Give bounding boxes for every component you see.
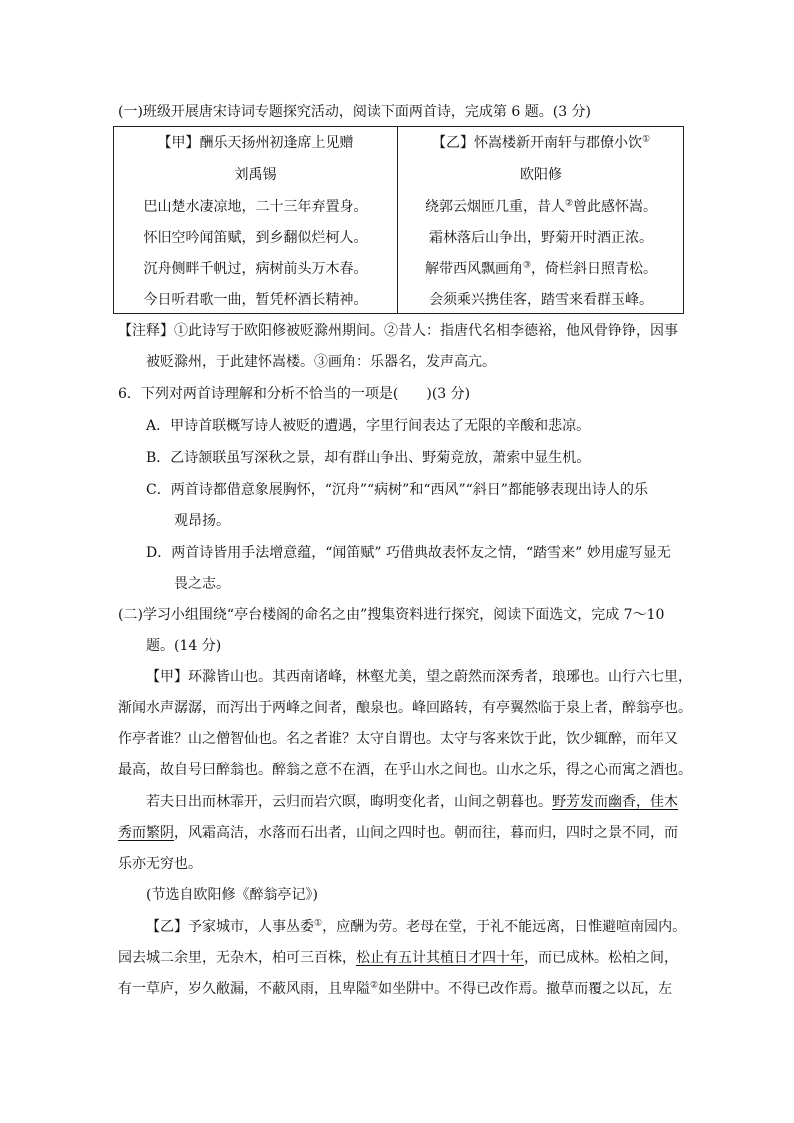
section2-intro: (二)学习小组围绕“亭台楼阁的命名之由”搜集资料进行探究，阅读下面选文，完成 7～10 [118,607,665,623]
poem-yi-title-text: 【乙】怀嵩楼新开南轩与郡僚小饮 [431,135,642,151]
poem-yi-line [398,197,684,217]
passage-text: 有一草庐，岁久敝漏，不蔽风雨，且卑隘 [118,981,370,997]
passage-text: ，而已成林。松柏之间， [524,950,678,966]
footnote-marker: ③ [522,260,532,271]
q6-option-d-cont: 畏之志。 [174,576,230,592]
poem-yi-line: 霜林落后山争出，野菊开时酒正浓。 [429,230,653,246]
passage-text: ，应酬为劳。老母在堂，于礼不能远离，日惟避喧南园内。 [322,919,687,935]
footnote-marker: ② [564,198,574,209]
passage-jia-line [118,823,678,843]
q6-option-b[interactable]: B．乙诗颔联虽写深秋之景，却有群山争出、野菊竞放，萧索中显生机。 [146,450,591,466]
poem-jia-line: 怀旧空吟闻笛赋，到乡翻似烂柯人。 [143,230,368,246]
passage-text: 若夫日出而林霏开，云归而岩穴暝，晦明变化者，山间之朝暮也。 [146,794,552,810]
poem-yi-line3-part: ，倚栏斜日照青松。 [531,261,658,277]
notes-line: 【注释】①此诗写于欧阳修被贬滁州期间。②昔人：指唐代名相李德裕，他风骨铮铮，因事 [118,323,678,339]
poem-yi-line3-part: 解带西风飘画角 [424,261,523,277]
passage-jia-line: 渐闻水声潺潺，而泻出于两峰之间者，酿泉也。峰回路转，有亭翼然临于泉上者，醉翁亭也。 [118,700,692,716]
q6-option-a[interactable]: A．甲诗首联概写诗人被贬的遭遇，字里行间表达了无限的辛酸和悲凉。 [146,418,591,434]
underlined-sentence: 秀而繁阴 [118,825,174,841]
passage-jia-line: 乐亦无穷也。 [118,856,202,872]
passage-yi-line [118,948,678,968]
poem-yi-author: 欧阳修 [520,167,562,183]
poem-comparison-table [113,126,684,314]
poem-yi-line1-part: 绕郭云烟匝几重，昔人 [424,199,565,215]
poem-jia-author: 刘禹锡 [234,167,277,183]
passage-jia-source: (节选自欧阳修《醉翁亭记》) [146,887,318,903]
q6-option-c-cont: 观昂扬。 [174,513,230,529]
section1-intro: (一)班级开展唐宋诗词专题探究活动，阅读下面两首诗，完成第 6 题。(3 分) [118,104,592,120]
q6-option-d[interactable]: D．两首诗皆用手法增意蕴，“闻笛赋” 巧借典故表怀友之情，“踏雪来” 妙用虚写显无 [146,545,671,561]
poem-yi-line: 会须乘兴携佳客，踏雪来看群玉峰。 [429,292,653,308]
passage-text: 如坐阱中。不得已改作焉。撤草而覆之以瓦，左 [378,981,673,997]
table-divider [397,127,398,313]
poem-yi-line1-part: 曾此感怀嵩。 [573,199,658,215]
question-6-stem: 6．下列对两首诗理解和分析不恰当的一项是( )(3 分) [118,386,471,402]
section2-intro-cont: 题。(14 分) [146,638,222,654]
notes-line: 被贬滁州，于此建怀嵩楼。③画角：乐器名，发声高亢。 [146,354,496,370]
footnote-marker: ① [641,134,651,145]
passage-text: 园去城二余里，无杂木，柏可三百株， [118,950,356,966]
poem-jia-title: 【甲】酬乐天扬州初逢席上见赠 [157,135,354,151]
poem-jia-line: 沉舟侧畔千帆过，病树前头万木春。 [143,261,368,277]
passage-jia-line: 作亭者谁？山之僧智仙也。名之者谁？太守自谓也。太守与客来饮于此，饮少辄醉，而年又 [118,731,678,747]
footnote-marker: ① [314,918,323,929]
q6-option-c[interactable]: C．两首诗都借意象展胸怀，“沉舟”“病树”和“西风”“斜日”都能够表现出诗人的乐 [146,482,648,498]
footnote-marker: ② [370,980,379,991]
poem-jia-line: 巴山楚水凄凉地，二十三年弃置身。 [143,199,368,215]
passage-yi-line [118,979,672,999]
passage-jia-line [146,792,678,812]
passage-yi-line [146,917,686,937]
passage-jia-line: 【甲】环滁皆山也。其西南诸峰，林壑尤美，望之蔚然而深秀者，琅琊也。山行六七里， [146,669,692,685]
underlined-sentence: 野芳发而幽香，佳木 [552,794,678,810]
poem-jia-line: 今日听君歌一曲，暂凭杯酒长精神。 [143,292,368,308]
passage-jia-line: 最高，故自号曰醉翁也。醉翁之意不在酒，在乎山水之间也。山水之乐，得之心而寓之酒也。 [118,762,692,778]
poem-yi-title [398,133,684,153]
underlined-sentence: 松止有五计其植日才四十年 [356,950,524,966]
poem-yi-line [398,259,684,279]
passage-text: 【乙】予家城市，人事丛委 [146,919,314,935]
passage-text: ，风霜高洁，水落而石出者，山间之四时也。朝而往，暮而归，四时之景不同，而 [174,825,678,841]
